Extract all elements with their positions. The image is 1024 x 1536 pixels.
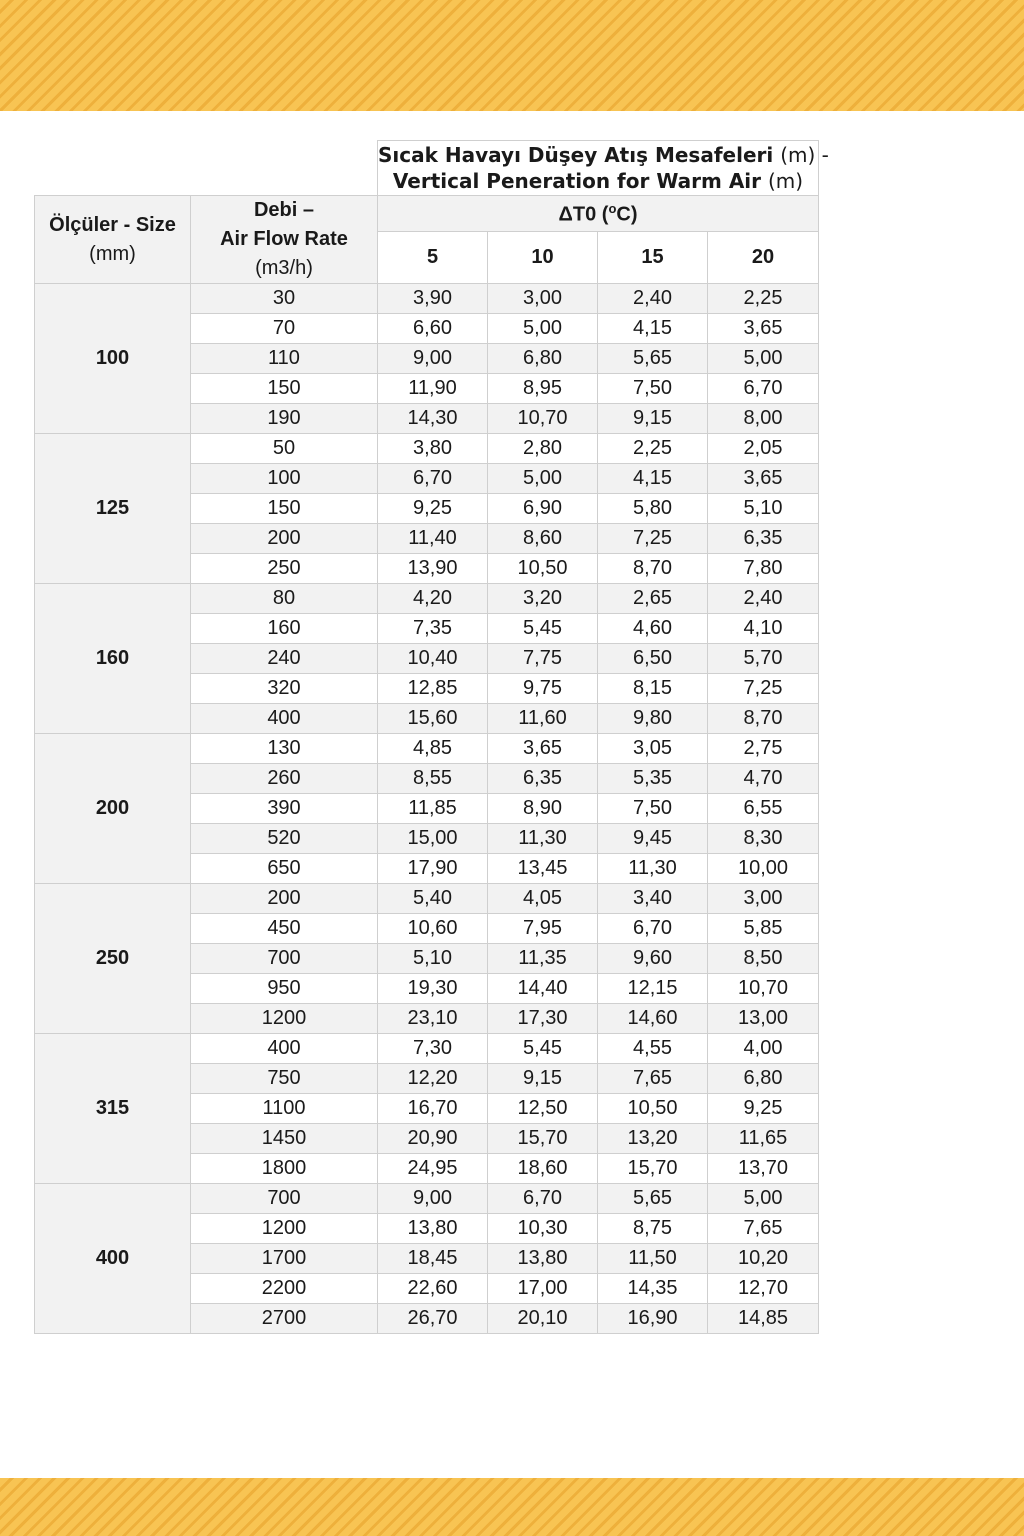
distance-cell: 10,00 [708, 854, 819, 884]
distance-cell: 4,15 [598, 314, 708, 344]
distance-cell: 13,00 [708, 1004, 819, 1034]
distance-cell: 3,65 [708, 314, 819, 344]
table-row [35, 1184, 819, 1214]
distance-cell: 10,40 [378, 644, 488, 674]
flow-cell: 1200 [191, 1004, 378, 1034]
distance-cell: 9,15 [598, 404, 708, 434]
distance-cell: 18,60 [488, 1154, 598, 1184]
distance-cell: 8,70 [598, 554, 708, 584]
distance-cell: 11,40 [378, 524, 488, 554]
flow-cell: 80 [191, 584, 378, 614]
distance-cell: 11,65 [708, 1124, 819, 1154]
distance-cell: 4,10 [708, 614, 819, 644]
distance-cell: 8,55 [378, 764, 488, 794]
flow-unit: (m3/h) [255, 257, 313, 279]
distance-cell: 9,80 [598, 704, 708, 734]
flow-cell: 520 [191, 824, 378, 854]
distance-cell: 7,80 [708, 554, 819, 584]
flow-cell: 450 [191, 914, 378, 944]
distance-cell: 5,10 [378, 944, 488, 974]
distance-cell: 2,75 [708, 734, 819, 764]
distance-cell: 20,90 [378, 1124, 488, 1154]
distance-cell: 17,90 [378, 854, 488, 884]
distance-cell: 15,70 [598, 1154, 708, 1184]
size-cell: 250 [35, 884, 191, 1034]
distance-cell: 6,70 [598, 914, 708, 944]
distance-cell: 8,15 [598, 674, 708, 704]
table-row [35, 734, 819, 764]
distance-cell: 5,85 [708, 914, 819, 944]
distance-cell: 7,75 [488, 644, 598, 674]
distance-cell: 2,25 [598, 434, 708, 464]
distance-cell: 7,25 [708, 674, 819, 704]
distance-cell: 2,80 [488, 434, 598, 464]
distance-cell: 4,05 [488, 884, 598, 914]
distance-cell: 5,65 [598, 1184, 708, 1214]
distance-cell: 8,30 [708, 824, 819, 854]
size-cell: 160 [35, 584, 191, 734]
distance-cell: 11,30 [488, 824, 598, 854]
flow-cell: 750 [191, 1064, 378, 1094]
size-unit: (mm) [89, 242, 136, 265]
size-label: Ölçüler - Size [49, 213, 176, 236]
distance-cell: 9,00 [378, 1184, 488, 1214]
flow-cell: 2700 [191, 1304, 378, 1334]
table-row [35, 284, 819, 314]
distance-cell: 5,35 [598, 764, 708, 794]
flow-cell: 1450 [191, 1124, 378, 1154]
flow-cell: 1100 [191, 1094, 378, 1124]
distance-cell: 23,10 [378, 1004, 488, 1034]
flow-cell: 700 [191, 1184, 378, 1214]
flow-cell: 190 [191, 404, 378, 434]
flow-cell: 30 [191, 284, 378, 314]
distance-cell: 5,45 [488, 1034, 598, 1064]
size-cell: 125 [35, 434, 191, 584]
distance-cell: 11,35 [488, 944, 598, 974]
distance-cell: 4,15 [598, 464, 708, 494]
distance-cell: 2,25 [708, 284, 819, 314]
distance-cell: 10,60 [378, 914, 488, 944]
distance-cell: 20,10 [488, 1304, 598, 1334]
distance-cell: 9,60 [598, 944, 708, 974]
distance-cell: 13,70 [708, 1154, 819, 1184]
distance-cell: 3,90 [378, 284, 488, 314]
distance-cell: 5,10 [708, 494, 819, 524]
distance-cell: 9,25 [378, 494, 488, 524]
distance-cell: 10,30 [488, 1214, 598, 1244]
distance-cell: 26,70 [378, 1304, 488, 1334]
distance-cell: 8,90 [488, 794, 598, 824]
distance-cell: 12,85 [378, 674, 488, 704]
header-blank [35, 141, 378, 196]
distance-cell: 5,00 [708, 1184, 819, 1214]
flow-cell: 50 [191, 434, 378, 464]
size-cell: 400 [35, 1184, 191, 1334]
distance-cell: 14,40 [488, 974, 598, 1004]
flow-cell: 100 [191, 464, 378, 494]
distance-cell: 7,50 [598, 794, 708, 824]
distance-cell: 4,85 [378, 734, 488, 764]
flow-cell: 110 [191, 344, 378, 374]
flow-cell: 260 [191, 764, 378, 794]
size-cell: 100 [35, 284, 191, 434]
size-column-header [35, 196, 191, 284]
flow-cell: 320 [191, 674, 378, 704]
distance-cell: 15,60 [378, 704, 488, 734]
title-line2: Vertical Peneration for Warm Air [392, 169, 762, 193]
distance-cell: 8,75 [598, 1214, 708, 1244]
flow-cell: 390 [191, 794, 378, 824]
distance-cell: 9,45 [598, 824, 708, 854]
distance-cell: 7,95 [488, 914, 598, 944]
distance-cell: 7,65 [598, 1064, 708, 1094]
flow-cell: 1200 [191, 1214, 378, 1244]
distance-cell: 13,80 [488, 1244, 598, 1274]
flow-cell: 1800 [191, 1154, 378, 1184]
distance-cell: 14,60 [598, 1004, 708, 1034]
distance-cell: 19,30 [378, 974, 488, 1004]
distance-cell: 12,50 [488, 1094, 598, 1124]
distance-cell: 6,60 [378, 314, 488, 344]
distance-cell: 13,80 [378, 1214, 488, 1244]
distance-cell: 6,50 [598, 644, 708, 674]
distance-cell: 9,25 [708, 1094, 819, 1124]
distance-cell: 13,20 [598, 1124, 708, 1154]
delta-t-value: 20 [708, 232, 819, 284]
distance-cell: 9,15 [488, 1064, 598, 1094]
delta-t-value: 15 [598, 232, 708, 284]
flow-cell: 1700 [191, 1244, 378, 1274]
size-cell: 200 [35, 734, 191, 884]
distance-cell: 7,50 [598, 374, 708, 404]
flow-column-header [191, 196, 378, 284]
distance-cell: 3,65 [488, 734, 598, 764]
flow-cell: 240 [191, 644, 378, 674]
distance-cell: 6,70 [708, 374, 819, 404]
distance-cell: 13,90 [378, 554, 488, 584]
distance-cell: 7,30 [378, 1034, 488, 1064]
flow-cell: 2200 [191, 1274, 378, 1304]
distance-cell: 12,15 [598, 974, 708, 1004]
distance-cell: 5,65 [598, 344, 708, 374]
distance-cell: 11,60 [488, 704, 598, 734]
distance-cell: 5,00 [488, 314, 598, 344]
distance-cell: 4,20 [378, 584, 488, 614]
distance-cell: 14,85 [708, 1304, 819, 1334]
distance-cell: 2,40 [708, 584, 819, 614]
flow-cell: 250 [191, 554, 378, 584]
flow-label-line2: Air Flow Rate [220, 228, 348, 250]
distance-cell: 6,70 [488, 1184, 598, 1214]
distance-cell: 10,50 [488, 554, 598, 584]
top-decorative-band [0, 0, 1024, 111]
flow-cell: 160 [191, 614, 378, 644]
distance-cell: 14,35 [598, 1274, 708, 1304]
distance-cell: 8,70 [708, 704, 819, 734]
distance-cell: 22,60 [378, 1274, 488, 1304]
distance-cell: 17,30 [488, 1004, 598, 1034]
distance-cell: 10,70 [488, 404, 598, 434]
distance-cell: 4,70 [708, 764, 819, 794]
distance-cell: 13,45 [488, 854, 598, 884]
distance-cell: 5,70 [708, 644, 819, 674]
distance-cell: 8,50 [708, 944, 819, 974]
flow-label-line1: Debi – [253, 199, 315, 221]
distance-cell: 11,85 [378, 794, 488, 824]
distance-cell: 17,00 [488, 1274, 598, 1304]
distance-cell: 9,75 [488, 674, 598, 704]
distance-cell: 3,05 [598, 734, 708, 764]
table-title [378, 141, 829, 196]
distance-cell: 14,30 [378, 404, 488, 434]
distance-cell: 3,80 [378, 434, 488, 464]
distance-cell: 11,90 [378, 374, 488, 404]
distance-cell: 6,35 [708, 524, 819, 554]
flow-cell: 130 [191, 734, 378, 764]
delta-t-header: ΔT0 ($^o$C) [378, 196, 819, 232]
distance-cell: 24,95 [378, 1154, 488, 1184]
distance-cell: 4,55 [598, 1034, 708, 1064]
distance-cell: 8,00 [708, 404, 819, 434]
distance-cell: 2,05 [708, 434, 819, 464]
flow-cell: 70 [191, 314, 378, 344]
flow-cell: 150 [191, 374, 378, 404]
distance-cell: 5,40 [378, 884, 488, 914]
distance-cell: 4,00 [708, 1034, 819, 1064]
title-line2-unit: (m) [768, 169, 804, 193]
distance-cell: 2,65 [598, 584, 708, 614]
distance-cell: 5,80 [598, 494, 708, 524]
distance-cell: 6,35 [488, 764, 598, 794]
delta-t-value: 5 [378, 232, 488, 284]
distance-cell: 12,70 [708, 1274, 819, 1304]
distance-cell: 8,95 [488, 374, 598, 404]
distance-cell: 6,55 [708, 794, 819, 824]
flow-cell: 400 [191, 1034, 378, 1064]
throw-distance-table [34, 140, 829, 1334]
distance-cell: 8,60 [488, 524, 598, 554]
distance-cell: 18,45 [378, 1244, 488, 1274]
flow-cell: 700 [191, 944, 378, 974]
distance-cell: 6,70 [378, 464, 488, 494]
distance-cell: 2,40 [598, 284, 708, 314]
distance-cell: 11,50 [598, 1244, 708, 1274]
flow-cell: 400 [191, 704, 378, 734]
distance-cell: 5,45 [488, 614, 598, 644]
distance-cell: 6,80 [708, 1064, 819, 1094]
distance-cell: 16,90 [598, 1304, 708, 1334]
distance-cell: 3,65 [708, 464, 819, 494]
distance-cell: 5,00 [708, 344, 819, 374]
distance-cell: 3,00 [488, 284, 598, 314]
flow-cell: 200 [191, 884, 378, 914]
delta-t-value: 10 [488, 232, 598, 284]
distance-cell: 7,35 [378, 614, 488, 644]
distance-cell: 7,25 [598, 524, 708, 554]
distance-cell: 11,30 [598, 854, 708, 884]
flow-cell: 150 [191, 494, 378, 524]
distance-cell: 7,65 [708, 1214, 819, 1244]
distance-cell: 10,20 [708, 1244, 819, 1274]
distance-cell: 9,00 [378, 344, 488, 374]
title-line1-unit: (m) - [780, 143, 829, 167]
distance-cell: 15,00 [378, 824, 488, 854]
table-row [35, 884, 819, 914]
distance-cell: 6,80 [488, 344, 598, 374]
distance-cell: 5,00 [488, 464, 598, 494]
table-row [35, 584, 819, 614]
table-row [35, 434, 819, 464]
distance-cell: 6,90 [488, 494, 598, 524]
table-row [35, 1034, 819, 1064]
size-cell: 315 [35, 1034, 191, 1184]
title-line1: Sıcak Havayı Düşey Atış Mesafeleri [378, 143, 774, 167]
distance-cell: 3,00 [708, 884, 819, 914]
bottom-decorative-band [0, 1478, 1024, 1536]
distance-cell: 16,70 [378, 1094, 488, 1124]
flow-cell: 200 [191, 524, 378, 554]
distance-cell: 4,60 [598, 614, 708, 644]
flow-cell: 650 [191, 854, 378, 884]
flow-cell: 950 [191, 974, 378, 1004]
distance-cell: 3,40 [598, 884, 708, 914]
distance-cell: 10,50 [598, 1094, 708, 1124]
distance-cell: 12,20 [378, 1064, 488, 1094]
distance-cell: 15,70 [488, 1124, 598, 1154]
distance-cell: 10,70 [708, 974, 819, 1004]
distance-cell: 3,20 [488, 584, 598, 614]
